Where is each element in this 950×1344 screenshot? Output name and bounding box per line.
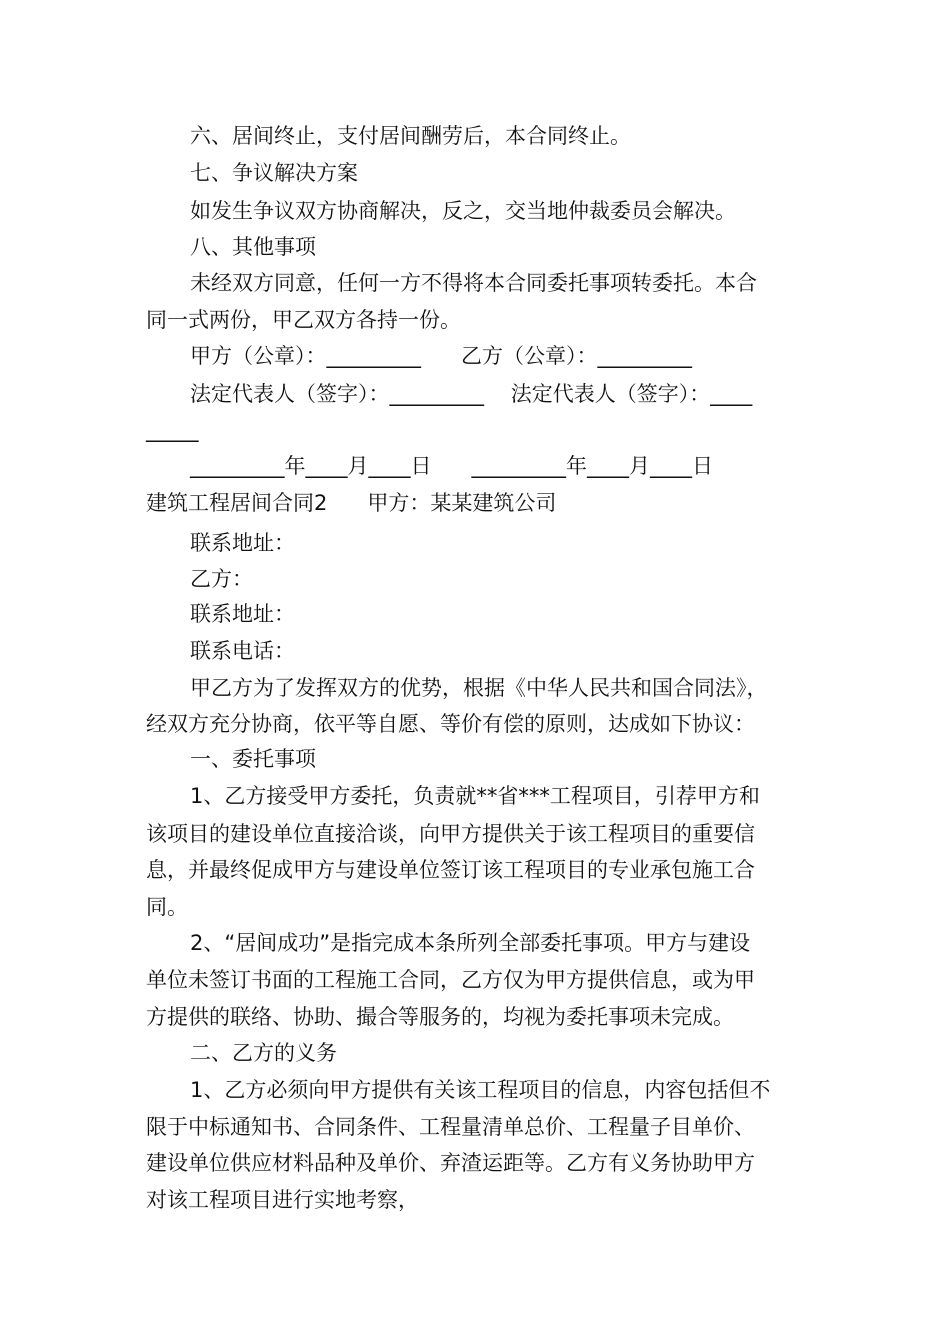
clause-6-termination: 六、居间终止，支付居间酬劳后，本合同终止。 [190,124,631,148]
other-matters-line-2: 同一式两份，甲乙双方各持一份。 [146,308,461,332]
heading-7-dispute-resolution: 七、争议解决方案 [190,161,358,185]
dispute-clause-text: 如发生争议双方协商解决，反之，交当地仲裁委员会解决。 [190,199,736,223]
obligation-1-line-2: 限于中标通知书、合同条件、工程量清单总价、工程量子目单价、 [146,1115,755,1139]
item-2-line-3: 方提供的联络、协助、撮合等服务的，均视为委托事项未完成。 [146,1005,734,1029]
signature-blank-continuation: _____ [146,418,199,442]
item-1-line-2: 该项目的建设单位直接洽谈，向甲方提供关于该工程项目的重要信 [146,822,755,846]
party-a-address-label: 联系地址： [190,531,295,555]
date-line: _________年____月____日 _________年____月____日 [190,454,714,478]
contract-2-title-party-a: 建筑工程居间合同2 甲方：某某建筑公司 [146,491,557,515]
heading-1-entrusted-matters: 一、委托事项 [190,747,316,771]
heading-2-party-b-obligations: 二、乙方的义务 [190,1041,337,1065]
obligation-1-line-3: 建设单位供应材料品种及单价、弃渣运距等。乙方有义务协助甲方 [146,1151,755,1175]
party-b-phone-label: 联系电话： [190,639,295,663]
preamble-line-1: 甲乙方为了发挥双方的优势，根据《中华人民共和国合同法》， [190,676,768,700]
item-1-line-3: 息，并最终促成甲方与建设单位签订该工程项目的专业承包施工合 [146,858,755,882]
preamble-line-2: 经双方充分协商，依平等自愿、等价有偿的原则，达成如下协议： [146,712,755,736]
item-2-line-1: 2、“居间成功”是指完成本条所列全部委托事项。甲方与建设 [190,931,751,955]
other-matters-line-1: 未经双方同意，任何一方不得将本合同委托事项转委托。本合 [190,271,757,295]
legal-representative-line: 法定代表人（签字）：_________ 法定代表人（签字）：____ [190,382,753,406]
party-seal-line: 甲方（公章）：_________ 乙方（公章）：_________ [190,344,693,368]
obligation-1-line-1: 1、乙方必须向甲方提供有关该工程项目的信息，内容包括但不 [190,1078,771,1102]
item-1-line-4: 同。 [146,895,188,919]
heading-8-other-matters: 八、其他事项 [190,235,316,259]
item-2-line-2: 单位未签订书面的工程施工合同，乙方仅为甲方提供信息，或为甲 [146,968,755,992]
item-1-line-1: 1、乙方接受甲方委托，负责就**省***工程项目，引荐甲方和 [190,784,760,808]
obligation-1-line-4: 对该工程项目进行实地考察， [146,1188,419,1212]
party-b-address-label: 联系地址： [190,602,295,626]
party-b-label: 乙方： [190,567,253,591]
